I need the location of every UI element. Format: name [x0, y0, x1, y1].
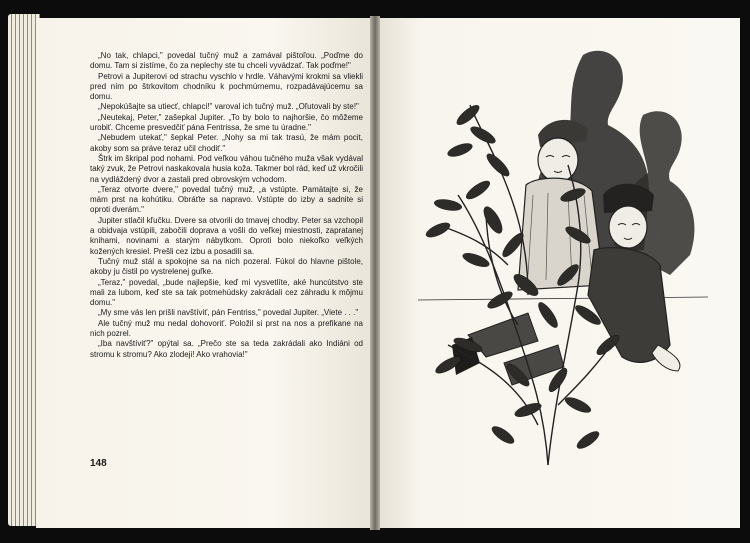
paragraph: „No tak, chlapci," povedal tučný muž a zamával pištoľou. „Poďme do domu. Tam si zistíme, čo za neplechy ste tu chceli vyvádzať. Tak poďme!" [90, 51, 363, 71]
page-number: 148 [90, 458, 107, 469]
book-gutter [370, 16, 380, 530]
paragraph: „Nebudem utekať," šepkal Peter. „Nohy sa mi tak trasú, že mám pocit, akoby som sa práve teraz učil chodiť." [90, 133, 363, 153]
paragraph: „Iba navštíviť?" opýtal sa. „Prečo ste sa teda zakrádali ako Indiáni od stromu k stromu? Ako zlodeji! Ako vrahovia!" [90, 339, 363, 359]
paragraph: „Teraz otvorte dvere," povedal tučný muž, „a vstúpte. Pamätajte si, že mám prst na kohútiku. Obráťte sa napravo. Vstúpte do izby a sadnite si oproti dverám." [90, 184, 363, 215]
paragraph: Štrk im škripal pod nohami. Pod veľkou váhou tučného muža však vydával taký zvuk, že Petrovi naskakovala husia koža. Takmer bol rád, keď už vkročili na vydláždený dvor a zastali pred obrovským vchodom. [90, 153, 363, 184]
paragraph: Petrovi a Jupiterovi od strachu vyschlo v hrdle. Váhavými krokmi sa vliekli pred ním po štrkovitom chodníku k pochmúrnemu, rozpadávajúcemu sa domu. [90, 71, 363, 102]
paragraph: „Neutekaj, Peter," zašepkal Jupiter. „To by bolo to najhoršie, čo môžeme urobiť. Chceme presvedčiť pána Fentrissa, že sme tu úradne." [90, 112, 363, 133]
page-text [90, 51, 363, 360]
paragraph: Tučný muž stál a spokojne sa na nich pozeral. Fúkol do hlavne pištole, akoby ju čistil po vystrelenej guľke. [90, 256, 363, 277]
paragraph: „Teraz," povedal, „bude najlepšie, keď mi vysvetlíte, aké huncútstvo ste mali za lubom, keď ste sa tak potmehúdsky zakrádali cez záhradu k môjmu domu." [90, 277, 363, 308]
two-boys-behind-bush-illustration [408, 45, 708, 475]
paragraph: „My sme vás len prišli navštíviť, pán Fentriss," povedal Jupiter. „Viete . . ." [98, 308, 359, 318]
paragraph: „Nepokúšajte sa utiecť, chlapci!" varoval ich tučný muž. „Oľutovali by ste!" [98, 102, 359, 112]
paragraph: Ale tučný muž mu nedal dohovoriť. Položil si prst na nos a prefikane na nich pozrel. [90, 318, 363, 339]
paragraph: Jupiter stlačil kľučku. Dvere sa otvorili do tmavej chodby. Peter sa vzchopil a obidvaja vstúpili, zabočili doprava a vošli do veľkej miestnosti, zapratanej knihami, novinami a starým nábytkom. Oproti bolo niekoľko veľkých kožených kresiel. Prešli cez izbu a posadili sa. [90, 215, 363, 256]
